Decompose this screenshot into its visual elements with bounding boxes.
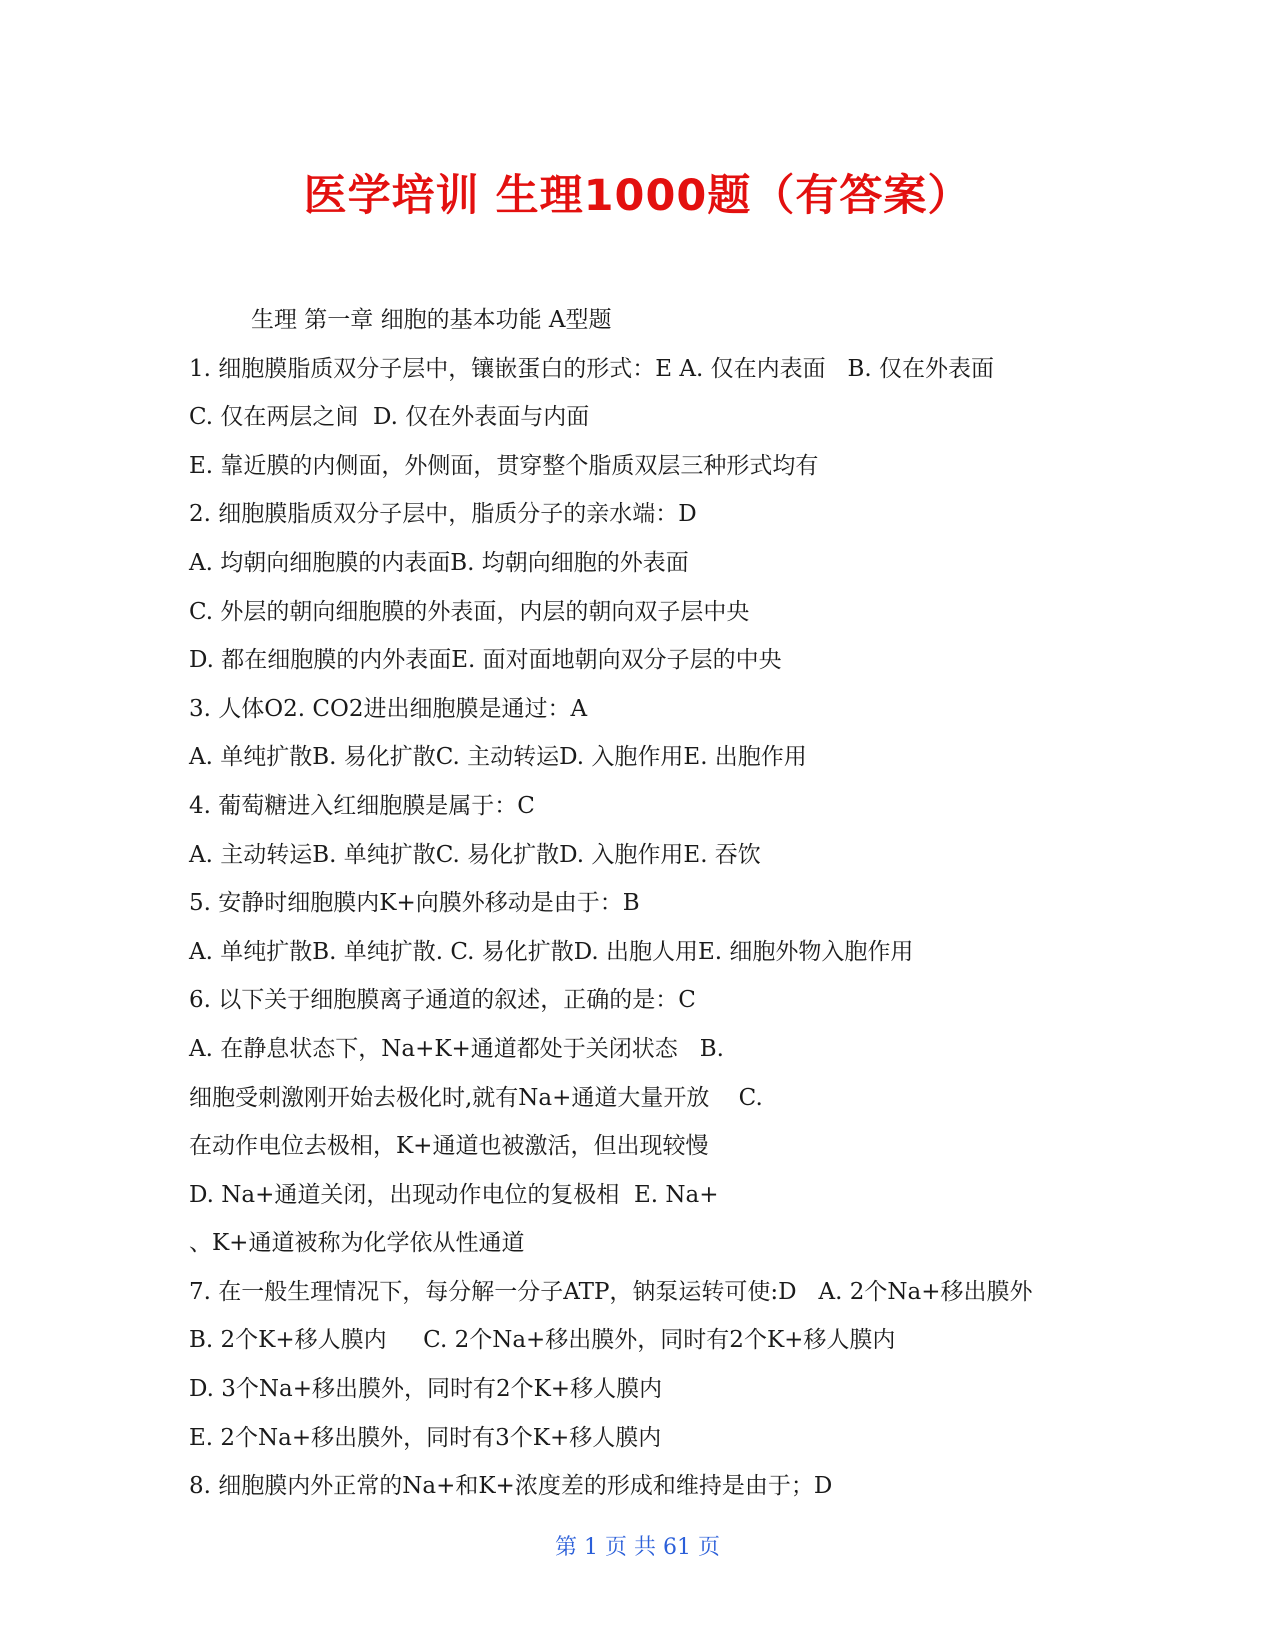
text-line: A. 单纯扩散B. 易化扩散C. 主动转运D. 入胞作用E. 出胞作用 (189, 744, 807, 771)
text-line: 4. 葡萄糖进入红细胞膜是属于：C (189, 792, 535, 819)
text-line: 5. 安静时细胞膜内K+向膜外移动是由于：B (189, 890, 640, 917)
text-line: D. 都在细胞膜的内外表面E. 面对面地朝向双分子层的中央 (189, 647, 782, 674)
text-line: 细胞受刺激刚开始去极化时,就有Na+通道大量开放 C. (189, 1084, 763, 1111)
text-line: E. 2个Na+移出膜外，同时有3个K+移人膜内 (189, 1424, 662, 1451)
text-line: C. 仅在两层之间 D. 仅在外表面与内面 (189, 404, 590, 431)
document-title: 医学培训 生理1000题（有答案） (303, 171, 972, 221)
text-line: D. Na+通道关闭，出现动作电位的复极相 E. Na+ (189, 1181, 719, 1208)
text-line: A. 主动转运B. 单纯扩散C. 易化扩散D. 入胞作用E. 吞饮 (189, 841, 761, 868)
text-line: E. 靠近膜的内侧面，外侧面，贯穿整个脂质双层三种形式均有 (189, 452, 819, 479)
text-line: D. 3个Na+移出膜外，同时有2个K+移人膜内 (189, 1376, 663, 1403)
text-line: A. 均朝向细胞膜的内表面B. 均朝向细胞的外表面 (189, 549, 689, 576)
text-line: B. 2个K+移人膜内 C. 2个Na+移出膜外，同时有2个K+移人膜内 (189, 1327, 896, 1354)
text-line: A. 在静息状态下，Na+K+通道都处于关闭状态 B. (189, 1035, 724, 1062)
text-line: A. 单纯扩散B. 单纯扩散. C. 易化扩散D. 出胞人用E. 细胞外物入胞作用 (189, 938, 914, 965)
text-line: 在动作电位去极相，K+通道也被激活，但出现较慢 (189, 1133, 709, 1160)
document-body (189, 296, 1109, 1511)
text-line: 6. 以下关于细胞膜离子通道的叙述，正确的是：C (189, 987, 696, 1014)
section-heading: 生理 第一章 细胞的基本功能 A型题 (251, 307, 612, 333)
page-number-footer: 第 1 页 共 61 页 (555, 1535, 720, 1560)
text-line: 1. 细胞膜脂质双分子层中，镶嵌蛋白的形式：E A. 仅在内表面 B. 仅在外表面 (189, 355, 995, 382)
text-line: 、K+通道被称为化学依从性通道 (189, 1230, 525, 1257)
text-line: 3. 人体O2. CO2进出细胞膜是通过：A (189, 695, 588, 722)
text-line: 8. 细胞膜内外正常的Na+和K+浓度差的形成和维持是由于；D (189, 1473, 833, 1500)
text-line: 7. 在一般生理情况下，每分解一分子ATP，钠泵运转可使:D A. 2个Na+移出膜外 (189, 1278, 1033, 1305)
text-line: 2. 细胞膜脂质双分子层中，脂质分子的亲水端：D (189, 501, 697, 528)
text-line: C. 外层的朝向细胞膜的外表面，内层的朝向双子层中央 (189, 598, 750, 625)
